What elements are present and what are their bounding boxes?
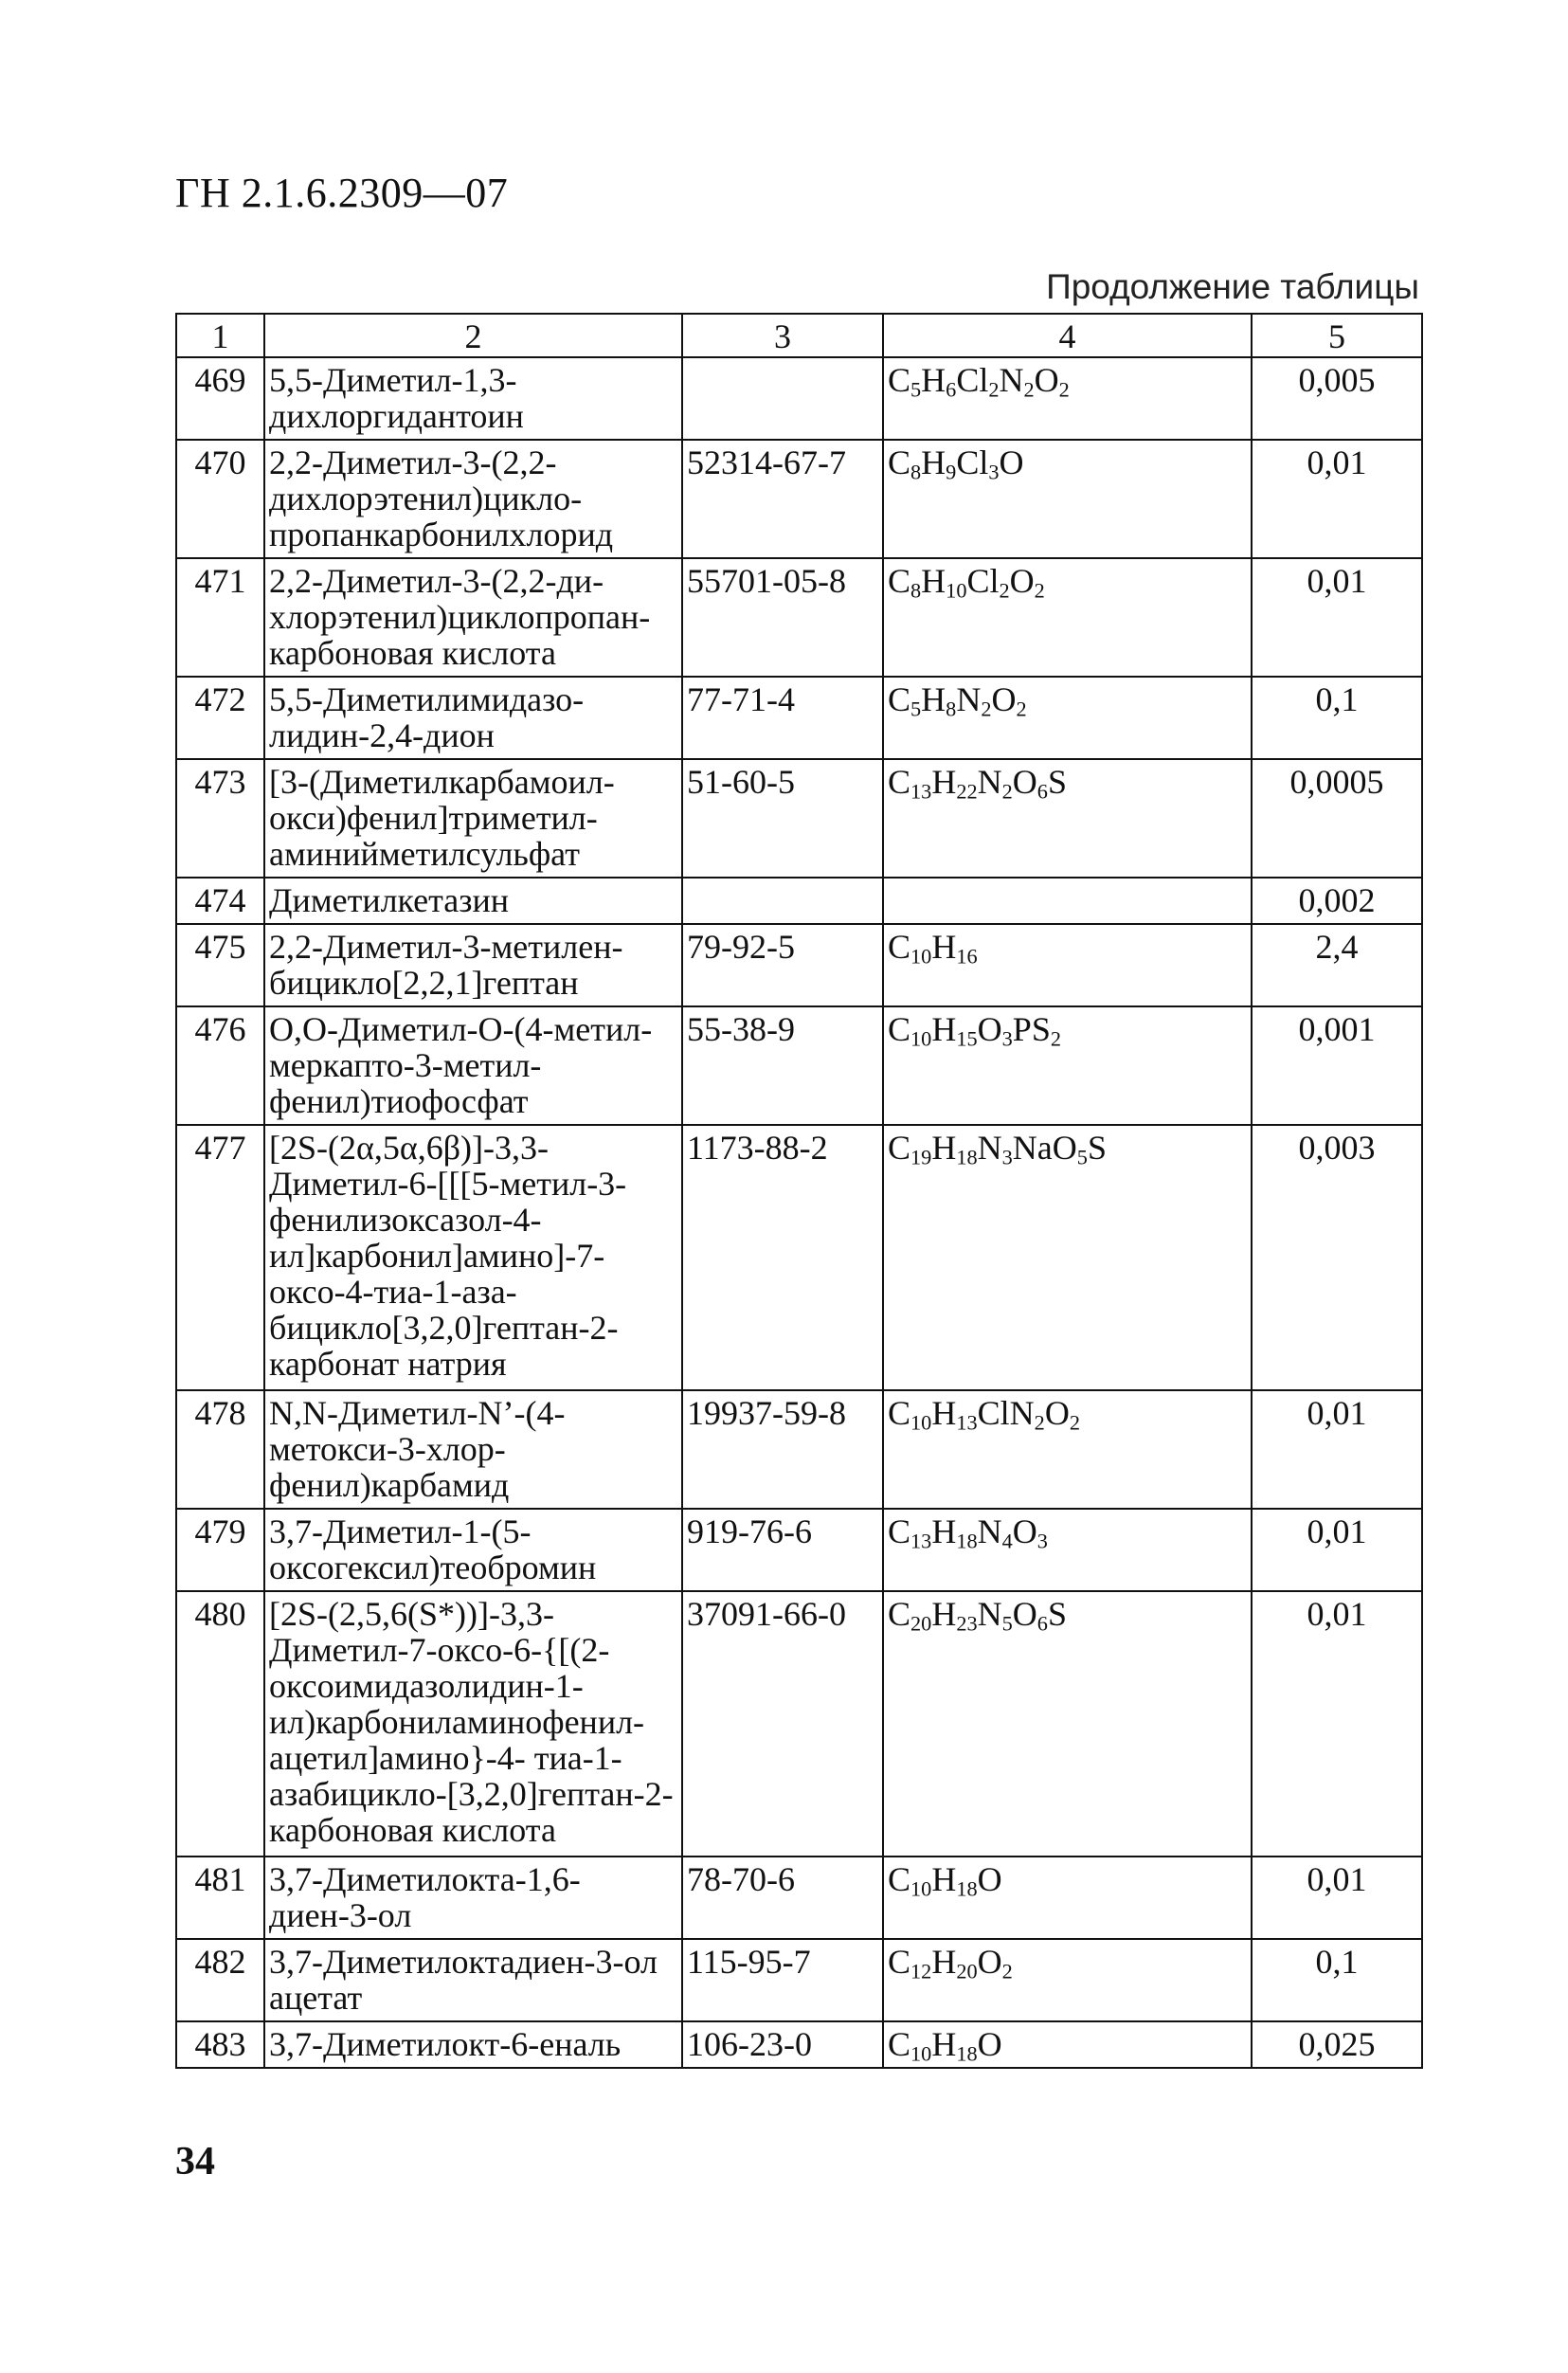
cas-number: 19937-59-8	[682, 1390, 883, 1509]
column-header: 3	[682, 314, 883, 357]
formula-element: C	[888, 680, 911, 718]
formula-element: C	[888, 1943, 911, 1981]
formula-subscript: 10	[910, 1876, 932, 1901]
formula-subscript: 8	[946, 697, 957, 721]
substance-name: O,O-Диметил-O-(4-метил-меркапто-3-метил-фенил)тиофосфат	[264, 1006, 682, 1125]
table-row	[176, 878, 1422, 924]
formula-element: O	[991, 680, 1017, 718]
formula-subscript: 15	[956, 1026, 978, 1051]
substance-name: [3-(Диметилкарбамоил-окси)фенил]триметил-аминийметилсульфат	[264, 759, 682, 878]
cas-number: 52314-67-7	[682, 440, 883, 558]
table-continuation-label: Продолжение таблицы	[1046, 267, 1419, 306]
cas-number: 115-95-7	[682, 1939, 883, 2021]
chemical-formula	[883, 878, 1252, 924]
concentration-value: 0,002	[1252, 878, 1422, 924]
formula-element: H	[931, 1010, 957, 1048]
formula-element: O	[1012, 1595, 1037, 1633]
table-row	[176, 924, 1422, 1006]
formula-subscript: 3	[1001, 1145, 1013, 1169]
formula-subscript: 10	[910, 944, 932, 969]
formula-element: N	[977, 763, 1002, 801]
formula-subscript: 3	[1001, 1026, 1013, 1051]
table-row	[176, 677, 1422, 759]
cas-number	[682, 357, 883, 440]
table-row	[176, 558, 1422, 677]
formula-element: S	[1047, 1595, 1067, 1633]
formula-subscript: 20	[910, 1611, 932, 1636]
concentration-value: 0,1	[1252, 677, 1422, 759]
column-header: 1	[176, 314, 264, 357]
concentration-value: 0,1	[1252, 1939, 1422, 2021]
row-number: 483	[176, 2021, 264, 2068]
formula-subscript: 18	[956, 1876, 978, 1901]
formula-subscript: 8	[910, 460, 922, 484]
row-number: 473	[176, 759, 264, 878]
chemical-formula	[883, 440, 1252, 558]
formula-element: O	[1034, 361, 1059, 399]
substance-name: 3,7-Диметилоктадиен-3-ол ацетат	[264, 1939, 682, 2021]
formula-subscript: 2	[1034, 578, 1045, 603]
formula-subscript: 2	[1050, 1026, 1061, 1051]
formula-subscript: 20	[956, 1959, 978, 1984]
row-number: 476	[176, 1006, 264, 1125]
formula-subscript: 5	[910, 377, 922, 402]
cas-number: 51-60-5	[682, 759, 883, 878]
row-number: 481	[176, 1857, 264, 1939]
row-number: 479	[176, 1509, 264, 1591]
substance-name: 5,5-Диметилимидазо-лидин-2,4-дион	[264, 677, 682, 759]
formula-subscript: 9	[946, 460, 957, 484]
formula-subscript: 2	[1069, 1410, 1080, 1435]
concentration-value: 0,01	[1252, 1390, 1422, 1509]
table-row	[176, 1006, 1422, 1125]
formula-element: Cl	[956, 444, 989, 481]
row-number: 470	[176, 440, 264, 558]
chemical-formula	[883, 1390, 1252, 1509]
chemical-formula	[883, 1125, 1252, 1390]
formula-subscript: 2	[988, 377, 1000, 402]
cas-number: 55701-05-8	[682, 558, 883, 677]
formula-subscript: 12	[910, 1959, 932, 1984]
cas-number: 106-23-0	[682, 2021, 883, 2068]
cas-number: 55-38-9	[682, 1006, 883, 1125]
formula-subscript: 13	[910, 779, 932, 804]
formula-element: O	[977, 1010, 1002, 1048]
row-number: 482	[176, 1939, 264, 2021]
formula-subscript: 19	[910, 1145, 932, 1169]
formula-element: O	[977, 2025, 1002, 2063]
table-row	[176, 440, 1422, 558]
chemical-formula	[883, 357, 1252, 440]
formula-element: H	[921, 444, 946, 481]
chemical-formula	[883, 759, 1252, 878]
formula-element: H	[921, 361, 946, 399]
substance-name: 3,7-Диметил-1-(5-оксогексил)теобромин	[264, 1509, 682, 1591]
formula-element: NaO	[1012, 1129, 1077, 1167]
formula-element: H	[931, 1943, 957, 1981]
formula-subscript: 2	[1001, 779, 1013, 804]
formula-subscript: 13	[956, 1410, 978, 1435]
formula-element: C	[888, 361, 911, 399]
formula-element: H	[931, 2025, 957, 2063]
row-number: 475	[176, 924, 264, 1006]
concentration-value: 0,01	[1252, 1857, 1422, 1939]
table-row	[176, 1857, 1422, 1939]
cas-number: 919-76-6	[682, 1509, 883, 1591]
concentration-value: 0,01	[1252, 1591, 1422, 1857]
concentration-value: 0,01	[1252, 558, 1422, 677]
formula-element: C	[888, 444, 911, 481]
chemical-formula	[883, 924, 1252, 1006]
formula-element: N	[977, 1513, 1002, 1550]
table-header-row	[176, 314, 1422, 357]
formula-element: H	[931, 1129, 957, 1167]
formula-element: C	[888, 1860, 911, 1898]
formula-subscript: 10	[910, 1026, 932, 1051]
formula-subscript: 10	[910, 2041, 932, 2066]
formula-element: H	[931, 1513, 957, 1550]
substance-name: [2S-(2,5,6(S*))]-3,3-Диметил-7-оксо-6-{[(2-оксоимидазолидин-1-ил)карбониламинофенил-ацетил]амино}-4- тиа-1-азабицикло-[3,2,0]гептан-2-карбоновая кислота	[264, 1591, 682, 1857]
formula-element: H	[931, 1394, 957, 1432]
chemical-formula	[883, 558, 1252, 677]
formula-element: H	[931, 928, 957, 966]
substance-name: Диметилкетазин	[264, 878, 682, 924]
formula-subscript: 2	[1001, 1959, 1013, 1984]
formula-element: H	[931, 1595, 957, 1633]
table-row	[176, 2021, 1422, 2068]
cas-number: 78-70-6	[682, 1857, 883, 1939]
formula-subscript: 6	[1036, 779, 1048, 804]
formula-element: O	[1012, 1513, 1037, 1550]
formula-element: C	[888, 763, 911, 801]
formula-element: H	[921, 562, 946, 600]
formula-subscript: 3	[988, 460, 1000, 484]
formula-element: O	[1044, 1394, 1070, 1432]
row-number: 472	[176, 677, 264, 759]
formula-subscript: 2	[1023, 377, 1035, 402]
formula-element: Cl	[966, 562, 1000, 600]
formula-subscript: 13	[910, 1529, 932, 1553]
formula-subscript: 10	[910, 1410, 932, 1435]
cas-number: 37091-66-0	[682, 1591, 883, 1857]
page-number: 34	[175, 2140, 215, 2183]
table-row	[176, 1509, 1422, 1591]
substance-name: 3,7-Диметилокта-1,6-диен-3-ол	[264, 1857, 682, 1939]
formula-subscript: 18	[956, 2041, 978, 2066]
formula-element: C	[888, 1129, 911, 1167]
formula-element: S	[1047, 763, 1067, 801]
formula-subscript: 10	[946, 578, 967, 603]
formula-subscript: 5	[910, 697, 922, 721]
concentration-value: 0,003	[1252, 1125, 1422, 1390]
substance-name: [2S-(2α,5α,6β)]-3,3-Диметил-6-[[[5-метил-3-фенилизоксазол-4-ил]карбонил]амино]-7-оксо-4-тиа-1-аза-бицикло[3,2,0]гептан-2-карбонат натрия	[264, 1125, 682, 1390]
formula-subscript: 3	[1036, 1529, 1048, 1553]
table-row	[176, 1939, 1422, 2021]
cas-number	[682, 878, 883, 924]
row-number: 477	[176, 1125, 264, 1390]
concentration-value: 0,005	[1252, 357, 1422, 440]
formula-subscript: 18	[956, 1529, 978, 1553]
concentration-value: 2,4	[1252, 924, 1422, 1006]
formula-element: O	[999, 444, 1024, 481]
formula-subscript: 6	[946, 377, 957, 402]
formula-element: N	[956, 680, 982, 718]
formula-element: N	[977, 1129, 1002, 1167]
concentration-value: 0,01	[1252, 1509, 1422, 1591]
formula-element: C	[888, 562, 911, 600]
row-number: 469	[176, 357, 264, 440]
table-body	[176, 357, 1422, 2068]
substances-table	[175, 313, 1423, 2069]
chemical-formula	[883, 1509, 1252, 1591]
formula-element: Cl	[956, 361, 989, 399]
substance-name: 5,5-Диметил-1,3-дихлоргидантоин	[264, 357, 682, 440]
table-row	[176, 759, 1422, 878]
formula-element: H	[931, 763, 957, 801]
formula-element: O	[1009, 562, 1035, 600]
substance-name: 2,2-Диметил-3-метилен-бицикло[2,2,1]гептан	[264, 924, 682, 1006]
formula-element: H	[921, 680, 946, 718]
formula-subscript: 6	[1036, 1611, 1048, 1636]
row-number: 480	[176, 1591, 264, 1857]
chemical-formula	[883, 677, 1252, 759]
formula-subscript: 23	[956, 1611, 978, 1636]
formula-subscript: 4	[1001, 1529, 1013, 1553]
chemical-formula	[883, 1591, 1252, 1857]
formula-subscript: 5	[1001, 1611, 1013, 1636]
formula-element: S	[1087, 1129, 1107, 1167]
formula-subscript: 2	[1016, 697, 1027, 721]
concentration-value: 0,001	[1252, 1006, 1422, 1125]
document-code: ГН 2.1.6.2309—07	[175, 170, 509, 216]
formula-element: C	[888, 2025, 911, 2063]
formula-element: N	[977, 1595, 1002, 1633]
formula-subscript: 5	[1076, 1145, 1088, 1169]
concentration-value: 0,025	[1252, 2021, 1422, 2068]
formula-subscript: 2	[1058, 377, 1070, 402]
column-header: 2	[264, 314, 682, 357]
table-row	[176, 1390, 1422, 1509]
formula-subscript: 22	[956, 779, 978, 804]
substance-name: N,N-Диметил-N’-(4-метокси-3-хлор-фенил)карбамид	[264, 1390, 682, 1509]
formula-element: ClN	[977, 1394, 1035, 1432]
table-row	[176, 1125, 1422, 1390]
cas-number: 1173-88-2	[682, 1125, 883, 1390]
formula-element: N	[999, 361, 1024, 399]
cas-number: 77-71-4	[682, 677, 883, 759]
formula-subscript: 18	[956, 1145, 978, 1169]
substance-name: 2,2-Диметил-3-(2,2-дихлорэтенил)цикло-пропанкарбонилхлорид	[264, 440, 682, 558]
chemical-formula	[883, 2021, 1252, 2068]
column-header: 4	[883, 314, 1252, 357]
formula-subscript: 16	[956, 944, 978, 969]
formula-element: PS	[1012, 1010, 1051, 1048]
formula-element: C	[888, 1513, 911, 1550]
substance-name: 3,7-Диметилокт-6-еналь	[264, 2021, 682, 2068]
table-row	[176, 1591, 1422, 1857]
formula-subscript: 2	[999, 578, 1010, 603]
row-number: 478	[176, 1390, 264, 1509]
formula-element: O	[1012, 763, 1037, 801]
formula-element: H	[931, 1860, 957, 1898]
formula-element: C	[888, 1394, 911, 1432]
formula-element: C	[888, 1010, 911, 1048]
formula-element: C	[888, 1595, 911, 1633]
concentration-value: 0,01	[1252, 440, 1422, 558]
column-header: 5	[1252, 314, 1422, 357]
formula-element: O	[977, 1943, 1002, 1981]
row-number: 474	[176, 878, 264, 924]
formula-element: O	[977, 1860, 1002, 1898]
chemical-formula	[883, 1939, 1252, 2021]
formula-subscript: 2	[981, 697, 992, 721]
formula-subscript: 2	[1034, 1410, 1045, 1435]
chemical-formula	[883, 1006, 1252, 1125]
substance-name: 2,2-Диметил-3-(2,2-ди-хлорэтенил)циклопропан-карбоновая кислота	[264, 558, 682, 677]
concentration-value: 0,0005	[1252, 759, 1422, 878]
table-row	[176, 357, 1422, 440]
cas-number: 79-92-5	[682, 924, 883, 1006]
row-number: 471	[176, 558, 264, 677]
formula-element: C	[888, 928, 911, 966]
formula-subscript: 8	[910, 578, 922, 603]
chemical-formula	[883, 1857, 1252, 1939]
